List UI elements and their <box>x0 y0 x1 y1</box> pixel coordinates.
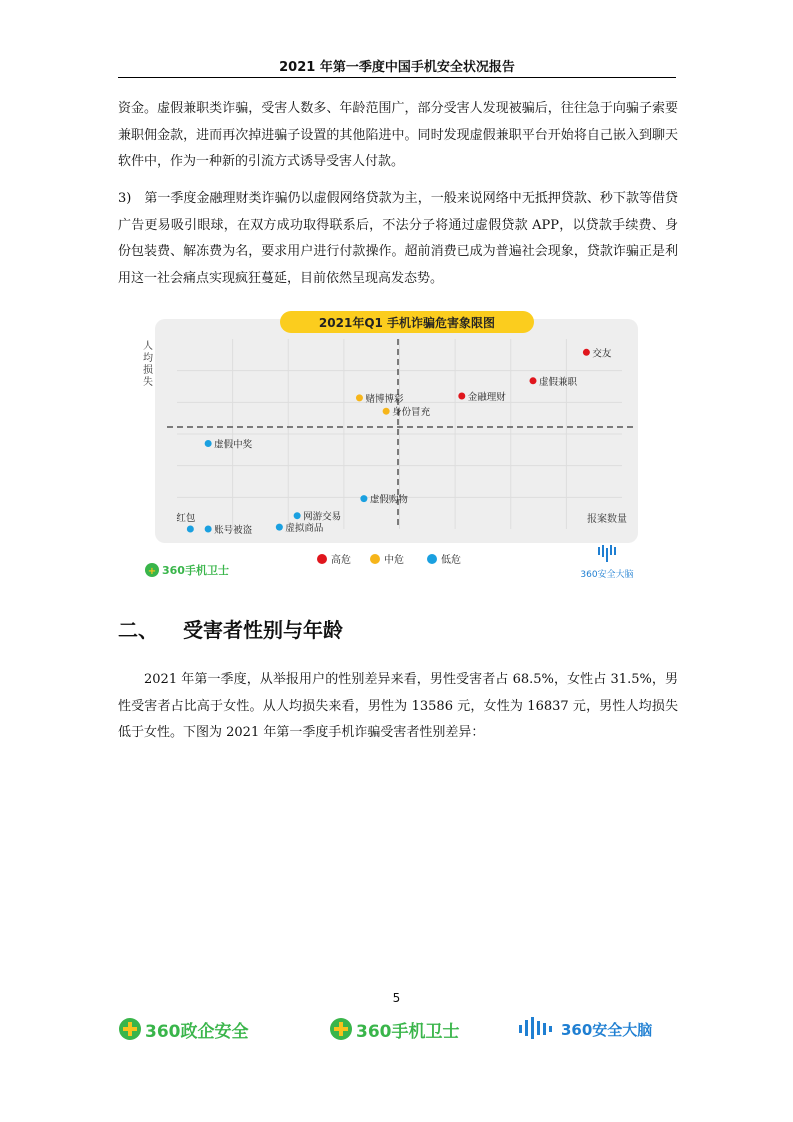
data-point-label: 账号被盗 <box>214 525 253 536</box>
shield-plus-icon <box>118 1017 142 1041</box>
legend-label: 中危 <box>384 555 404 566</box>
section-number: 二、 <box>118 618 158 642</box>
data-point-label: 网游交易 <box>303 511 342 523</box>
legend-label: 高危 <box>331 555 351 566</box>
data-point <box>294 512 301 519</box>
page-number: 5 <box>392 991 401 1005</box>
legend-label: 低危 <box>441 555 461 566</box>
data-point <box>356 394 363 401</box>
data-point-label: 红包 <box>176 513 196 524</box>
section-heading <box>118 614 343 643</box>
footer-logo-govsec-text: 360政企安全 <box>145 1021 249 1042</box>
sound-wave-icon <box>598 545 616 562</box>
legend-swatch <box>427 554 437 564</box>
x-axis-label: 报案数量 <box>587 514 627 525</box>
data-point-label: 赌博博彩 <box>365 393 404 405</box>
data-point-label: 身份冒充 <box>392 407 431 419</box>
data-point <box>276 524 283 531</box>
data-point-label: 虚假中奖 <box>214 439 253 451</box>
data-point <box>530 377 537 384</box>
chart-panel <box>155 319 638 543</box>
chart-title: 2021年Q1 手机诈骗危害象限图 <box>318 316 496 330</box>
data-point <box>360 495 367 502</box>
data-point <box>383 408 390 415</box>
quadrant-chart <box>142 309 652 587</box>
brand-left-text: 360手机卫士 <box>162 564 229 577</box>
footer-logo-mobile-guard-text: 360手机卫士 <box>356 1021 460 1042</box>
paragraph-finance-fraud: 3) 第一季度金融理财类诈骗仍以虚假网络贷款为主，一般来说网络中无抵押贷款、秒下款等借贷广告更易吸引眼球，在双方成功取得联系后，不法分子将通过虚假贷款 APP，以贷款手续费、身份包装费、解冻费为名，要求用户进行付款操作。超前消费已成为普遍社会现象，贷款诈骗正是利用这一社会痛点实现疯狂蔓延，目前依然呈现高发态势。 <box>118 191 678 286</box>
data-point-label: 虚假购物 <box>369 494 408 506</box>
header-divider <box>118 77 676 78</box>
data-point-label: 金融理财 <box>467 392 506 403</box>
data-point <box>187 526 194 533</box>
footer-logo-security-brain-text: 360安全大脑 <box>561 1020 653 1039</box>
data-point-label: 虚假兼职 <box>539 376 578 388</box>
sound-wave-icon <box>517 1015 557 1043</box>
brand-right-text: 360安全大脑 <box>580 570 634 580</box>
data-point <box>583 349 590 356</box>
paragraph-gender-stats: 2021 年第一季度，从举报用户的性别差异来看，男性受害者占 68.5%，女性占 31.5%，男性受害者占比高于女性。从人均损失来看，男性为 13586 元，女性为 16837 元，男性人均损失低于女性。下图为 2021 年第一季度手机诈骗受害者性别差异： <box>118 672 678 740</box>
footer-logo-security-brain <box>517 1014 652 1044</box>
y-axis-label-text: 人均损失 <box>143 341 153 388</box>
page-header-title: 2021 年第一季度中国手机安全状况报告 <box>279 60 515 75</box>
legend-swatch <box>370 554 380 564</box>
svg-text:+: + <box>147 566 157 577</box>
section-title: 受害者性别与年龄 <box>182 618 343 642</box>
paragraph-fake-job: 资金。虚假兼职类诈骗，受害人数多、年龄范围广，部分受害人发现被骗后，往往急于向骗子索要兼职佣金款，进而再次掉进骗子设置的其他陷进中。同时发现虚假兼职平台开始将自己嵌入到聊天软件中，作为一种新的引流方式诱导受害人付款。 <box>118 101 678 169</box>
data-point <box>205 440 212 447</box>
data-point-label: 交友 <box>592 348 612 360</box>
data-point-label: 虚拟商品 <box>285 523 324 535</box>
data-point <box>458 393 465 400</box>
brand-left <box>145 563 229 577</box>
shield-plus-icon <box>329 1017 353 1041</box>
data-point <box>205 526 212 533</box>
legend-swatch <box>317 554 327 564</box>
footer-logo-mobile-guard <box>329 1014 460 1044</box>
chart-legend <box>317 553 461 566</box>
footer-logo-govsec <box>118 1014 249 1044</box>
y-axis-label <box>143 339 153 388</box>
quadrant-chart-svg <box>142 309 652 587</box>
brand-right <box>580 545 633 580</box>
